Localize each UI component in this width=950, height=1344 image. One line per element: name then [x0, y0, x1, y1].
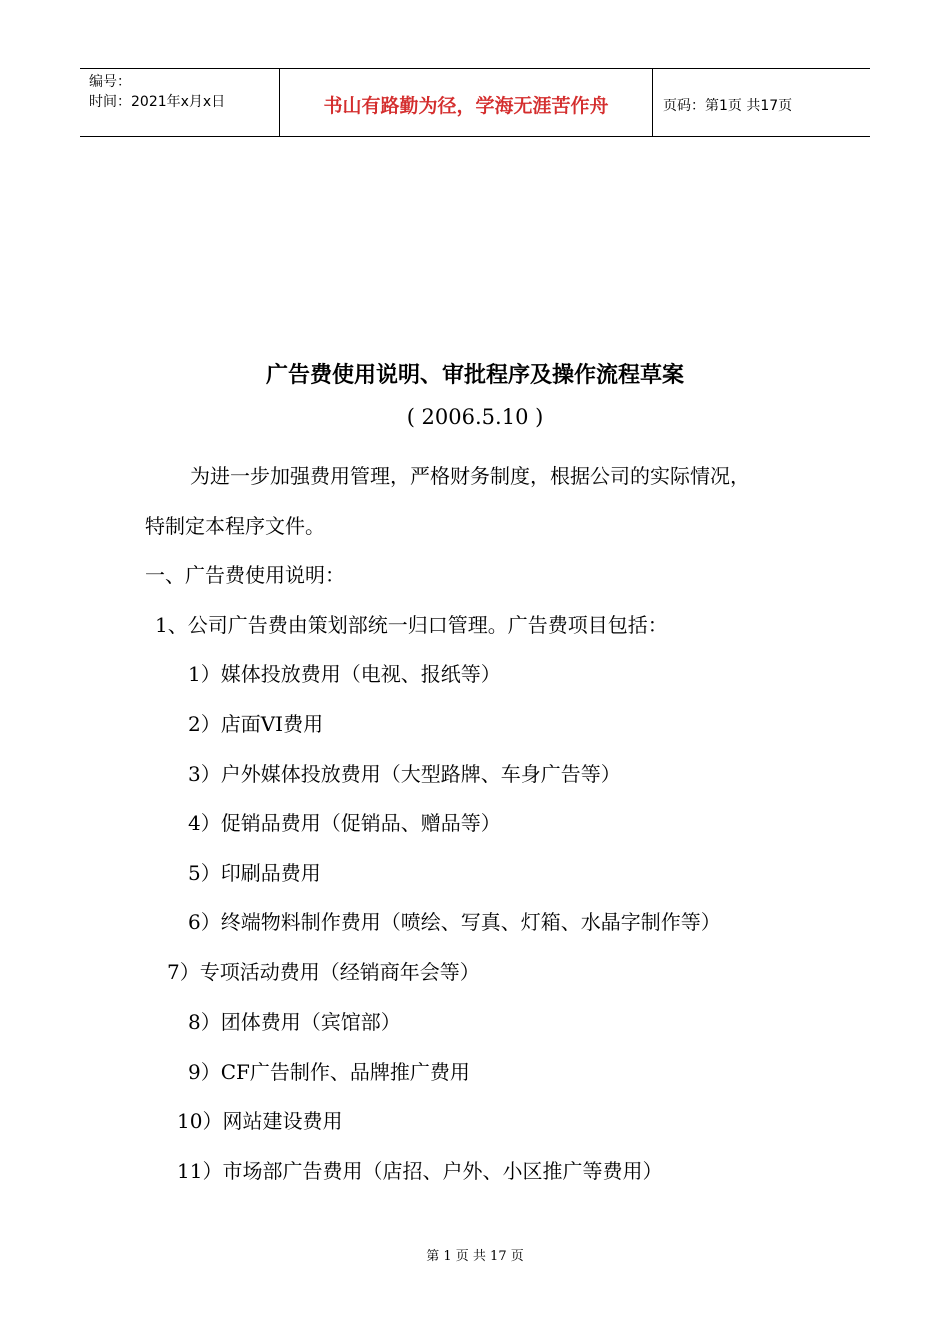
sub-list-item: 10）网站建设费用: [177, 1109, 343, 1133]
page-footer: 第 1 页 共 17 页: [426, 1249, 524, 1264]
sub-list-item: 8）团体费用（宾馆部）: [188, 1010, 401, 1034]
sub-list-item: 9）CF广告制作、品牌推广费用: [188, 1060, 470, 1084]
list-item-1: 1、公司广告费由策划部统一归口管理。广告费项目包括：: [155, 613, 668, 637]
header-number-label: 编号：: [89, 74, 131, 90]
sub-list-item: 5）印刷品费用: [188, 861, 321, 885]
page-header: [80, 68, 870, 137]
intro-paragraph-line-2: 特制定本程序文件。: [145, 514, 325, 538]
header-left-cell: [80, 69, 280, 136]
intro-paragraph-line-1: 为进一步加强费用管理，严格财务制度，根据公司的实际情况，: [190, 464, 750, 488]
sub-list-item: 6）终端物料制作费用（喷绘、写真、灯箱、水晶字制作等）: [188, 910, 721, 934]
sub-list-item: 2）店面VI费用: [188, 712, 324, 736]
header-motto: 书山有路勤为径，学海无涯苦作舟: [280, 69, 653, 136]
document-date: ( 2006.5.10 ): [406, 405, 544, 429]
document-title: 广告费使用说明、审批程序及操作流程草案: [265, 362, 684, 388]
sub-list-item: 1）媒体投放费用（电视、报纸等）: [188, 662, 501, 686]
sub-list-item: 7）专项活动费用（经销商年会等）: [167, 960, 480, 984]
sub-list-item: 11）市场部广告费用（店招、户外、小区推广等费用）: [177, 1159, 663, 1183]
section-heading-1: 一、广告费使用说明：: [145, 563, 345, 587]
sub-list-item: 3）户外媒体投放费用（大型路牌、车身广告等）: [188, 762, 621, 786]
sub-list-item: 4）促销品费用（促销品、赠品等）: [188, 811, 501, 835]
header-page-info: 页码：第1页 共17页: [663, 97, 793, 114]
header-time-label: 时间：2021年x月x日: [89, 94, 226, 110]
